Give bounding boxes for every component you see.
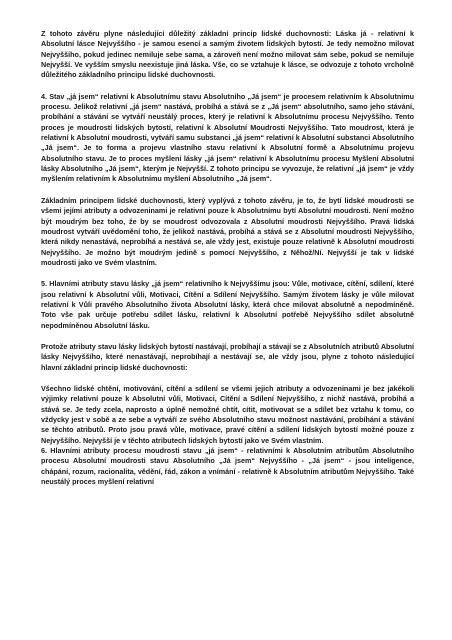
- paragraph-section-5: 5. Hlavními atributy stavu lásky „já jsem“ relativního k Nejvyššímu jsou: Vůle, motivace, cítění, sdílení, které jsou relativní k Absolutní vůli, Motivaci, Cítění a Sdílení Nejvyššího. Samým životem lásky je vůle milovat relativní k Vůli pravého Absolutního života Absolutní lásky, která chce milovat absolutně a nepodmíněně. Toto vše pak určuje potřebu sdílet lásku, relativní k Absolutní potřebě Nejvyššího sdílet absolutně nepodmíněnou Absolutní lásku.: [41, 279, 414, 330]
- paragraph-section-4: 4. Stav „já jsem“ relativní k Absolutnímu stavu Absolutního „Já jsem“ je procesem relativním k Absolutnímu procesu. Jelikož relativní „já jsem“ nastává, probíhá a stává se z „Já jsem“ absolutního, samo jeho stávání, probíhání a stávání se vytváří neustálý proces, který je relativní k Absolutnímu procesu Nejvyššího. Tento proces je moudrostí lidských bytostí, relativní k Absolutní Moudrosti Nejvyššího. Tato moudrost, která je relativní k Absolutní moudrosti, vytváří samu substanci „já jsem“ relativní k Absolutní substanci Absolutního „Já jsem“. Je to forma a projevu vlastního stavu relativní k Absolutní formě a Absolutnímu projevu Absolutního stavu. Je to proces myšlení lásky „já jsem“ relativní k Absolutnímu procesu Myšlení Absolutní lásky Absolutního „Já jsem“, kterým je Nejvyšší. Z tohoto principu se vyvozuje, že relativní „já jsem“ je vždy myšlením relativním k Absolutnímu myšlení Absolutního „Já jsem“.: [41, 91, 414, 184]
- paragraph-love: Z tohoto závěru plyne následující důležitý základní princip lidské duchovnosti: Láska já - relativní k Absolutní lásce Nejvyššího - je samou esencí a samým životem lidských bytostí. Je tedy nemožno milovat Nejvyššího, pokud jedinec nemiluje sebe sama, a zároveň není možno milovat sám sebe, pokud se nemiluje Nejvyšší. Ve vyšším smyslu neexistuje jiná láska. Vše, co se vztahuje k lásce, se odvozuje z tohoto vrcholně důležitého základního principu lidské duchovnosti.: [41, 29, 414, 80]
- paragraph-section-6: 6. Hlavními atributy procesu moudrosti stavu „já jsem“ - relativními k Absolutním atributům Absolutního procesu Absolutní moudrosti stavu Absolutního „Já jsem“ Nejvyššího - „Já jsem“ - jsou inteligence, chápání, rozum, racionalita, vědění, řád, zákon a vnímání - relativně k Absolutním atributům Nejvyššího. Také neustálý proces myšlení relativní: [41, 446, 414, 487]
- paragraph-wisdom: Základním principem lidské duchovnosti, který vyplývá z tohoto závěru, je to, že bytí lidské moudrosti se všemi jejími atributy a odvozeninami je relativní pouze k Absolutnímu bytí Absolutní moudrosti. Není možno být moudrým bez toho, že by se moudrost odvozovala z Absolutní moudrosti Nejvyššího. Pravá lidská moudrost vytváří uvědomění toho, že jelikož nastává, probíhá a stává se z Absolutní moudrosti Nejvyššího, která nikdy nenastává, neprobíhá a nestává se, ale vždy jest, existuje pouze relativně k Absolutní moudrosti Nejvyššího. Je možno být moudrým jedině s pomocí Nejvyššího, z Něhož/Ní. Nejvyšší je tak v lidské moudrosti jako ve Svém vlastním.: [41, 195, 414, 267]
- paragraph-attributes-principle: Protože atributy stavu lásky lidských bytostí nastávají, probíhají a stávají se z Absolutních atributů Absolutní lásky Nejvyššího, které nenastávají, neprobíhají a nestávají se, ale vždy jsou, plyne z tohoto následující hlavní základní princip lidské duchovnosti:: [41, 341, 414, 372]
- paragraph-human-will: Všechno lidské chtění, motivování, cítění a sdílení se všemi jejich atributy a odvozeninami je bez jakékoli výjimky relativní pouze k Absolutní vůli, Motivaci, Cítění a Sdílení Nejvyššího, z nichž nastává, probíhá a stává se. Je tedy zcela, naprosto a úplně nemožné chtít, cítit, motivovat se a sdílet bez vztahu k tomu, co vždycky jest v sobě a ze sebe a vytváří ze svého Absolutního stavu možnost nastávání, probíhání a stávání se těchto atributů. Proto jsou pravá vůle, motivace, pravé cítění a sdílení lidských bytostí možné pouze z Nejvyššího. Nejvyšší je v těchto atributech lidských bytostí jako ve Svém vlastním.: [41, 383, 414, 445]
